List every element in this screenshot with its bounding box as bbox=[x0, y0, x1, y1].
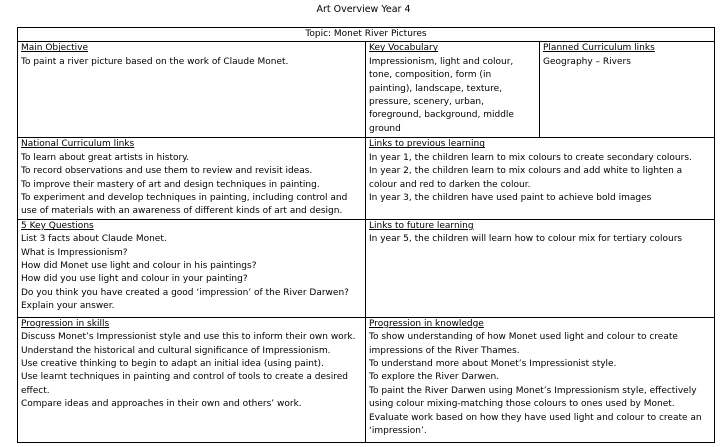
objective-row bbox=[18, 42, 715, 138]
key-vocabulary-line: Impressionism, light and colour, bbox=[369, 56, 514, 67]
key-questions-cell bbox=[18, 219, 366, 317]
key-vocabulary-line: foreground, background, middle bbox=[369, 110, 514, 121]
national-curriculum-line: use of materials with an awareness of different kinds of art and design. bbox=[21, 206, 343, 217]
document-title: Art Overview Year 4 bbox=[316, 4, 411, 15]
main-objective-heading: Main Objective bbox=[21, 43, 89, 54]
progression-row bbox=[18, 317, 715, 442]
key-question-line: Explain your answer. bbox=[21, 301, 115, 312]
key-question-line: List 3 facts about Claude Monet. bbox=[21, 234, 167, 245]
national-curriculum-line: To record observations and use them to review and revisit ideas. bbox=[21, 166, 313, 177]
links-previous-line: In year 2, the children learn to mix colours and add white to lighten a bbox=[369, 166, 683, 177]
progression-skills-line: Use creative thinking to begin to adapt an initial idea (using paint). bbox=[21, 359, 324, 370]
progression-skills-line: Discuss Monet’s Impressionist style and use this to inform their own work. bbox=[21, 332, 356, 343]
curriculum-row bbox=[18, 138, 715, 219]
national-curriculum-line: To improve their mastery of art and design techniques in painting. bbox=[21, 179, 320, 190]
planned-curriculum-line: Geography – Rivers bbox=[543, 56, 631, 67]
art-overview-table bbox=[17, 27, 715, 443]
key-vocabulary-line: pressure, scenery, urban, bbox=[369, 97, 484, 108]
key-vocabulary-line: ground bbox=[369, 123, 401, 134]
national-curriculum-heading: National Curriculum links bbox=[21, 139, 135, 150]
progression-knowledge-line: impressions of the River Thames. bbox=[369, 345, 520, 356]
progression-knowledge-heading: Progression in knowledge bbox=[369, 318, 484, 329]
topic-row bbox=[18, 28, 715, 42]
key-vocabulary-cell bbox=[366, 42, 540, 138]
progression-skills-line: Use learnt techniques in painting and control of tools to create a desired bbox=[21, 372, 348, 383]
links-previous-line: colour and red to darken the colour. bbox=[369, 179, 531, 190]
progression-skills-line: Understand the historical and cultural significance of Impressionism. bbox=[21, 345, 331, 356]
links-future-cell bbox=[366, 219, 715, 317]
links-previous-line: In year 3, the children have used paint to achieve bold images bbox=[369, 193, 652, 204]
progression-skills-heading: Progression in skills bbox=[21, 318, 110, 329]
progression-skills-line: Compare ideas and approaches in their own and others’ work. bbox=[21, 399, 302, 410]
progression-skills-line: effect. bbox=[21, 385, 50, 396]
key-vocabulary-line: tone, composition, form (in bbox=[369, 70, 492, 81]
key-question-line: How did Monet use light and colour in his paintings? bbox=[21, 261, 257, 272]
key-question-line: How did you use light and colour in your painting? bbox=[21, 274, 248, 285]
main-objective-cell bbox=[18, 42, 366, 138]
topic-cell: Topic: Monet River Pictures bbox=[18, 28, 715, 42]
national-curriculum-cell bbox=[18, 138, 366, 219]
national-curriculum-line: To learn about great artists in history. bbox=[21, 152, 190, 163]
progression-knowledge-line: ‘impression’. bbox=[369, 426, 427, 437]
key-vocabulary-line: painting), landscape, texture, bbox=[369, 83, 503, 94]
links-previous-heading: Links to previous learning bbox=[369, 139, 485, 150]
progression-knowledge-line: To understand more about Monet’s Impressionist style. bbox=[369, 359, 617, 370]
progression-knowledge-line: Evaluate work based on how they have used light and colour to create an bbox=[369, 412, 702, 423]
key-questions-heading: 5 Key Questions bbox=[21, 220, 94, 231]
key-vocabulary-heading: Key Vocabulary bbox=[369, 43, 439, 54]
progression-knowledge-line: using colour mixing-matching those colours to ones used by Monet. bbox=[369, 399, 675, 410]
progression-knowledge-line: To show understanding of how Monet used light and colour to create bbox=[369, 332, 678, 343]
progression-knowledge-cell bbox=[366, 317, 715, 442]
questions-row bbox=[18, 219, 715, 317]
progression-knowledge-line: To explore the River Darwen. bbox=[369, 372, 500, 383]
progression-knowledge-line: To paint the River Darwen using Monet’s Impressionism style, effectively bbox=[369, 385, 697, 396]
progression-skills-cell bbox=[18, 317, 366, 442]
main-objective-line: To paint a river picture based on the work of Claude Monet. bbox=[21, 56, 289, 67]
planned-curriculum-cell bbox=[540, 42, 715, 138]
key-question-line: Do you think you have created a good ‘impression’ of the River Darwen? bbox=[21, 287, 349, 298]
links-future-heading: Links to future learning bbox=[369, 220, 474, 231]
planned-curriculum-heading: Planned Curriculum links bbox=[543, 43, 655, 54]
links-previous-cell bbox=[366, 138, 715, 219]
links-future-line: In year 5, the children will learn how to colour mix for tertiary colours bbox=[369, 234, 683, 245]
links-previous-line: In year 1, the children learn to mix colours to create secondary colours. bbox=[369, 152, 692, 163]
national-curriculum-line: To experiment and develop techniques in painting, including control and bbox=[21, 193, 348, 204]
key-question-line: What is Impressionism? bbox=[21, 247, 128, 258]
